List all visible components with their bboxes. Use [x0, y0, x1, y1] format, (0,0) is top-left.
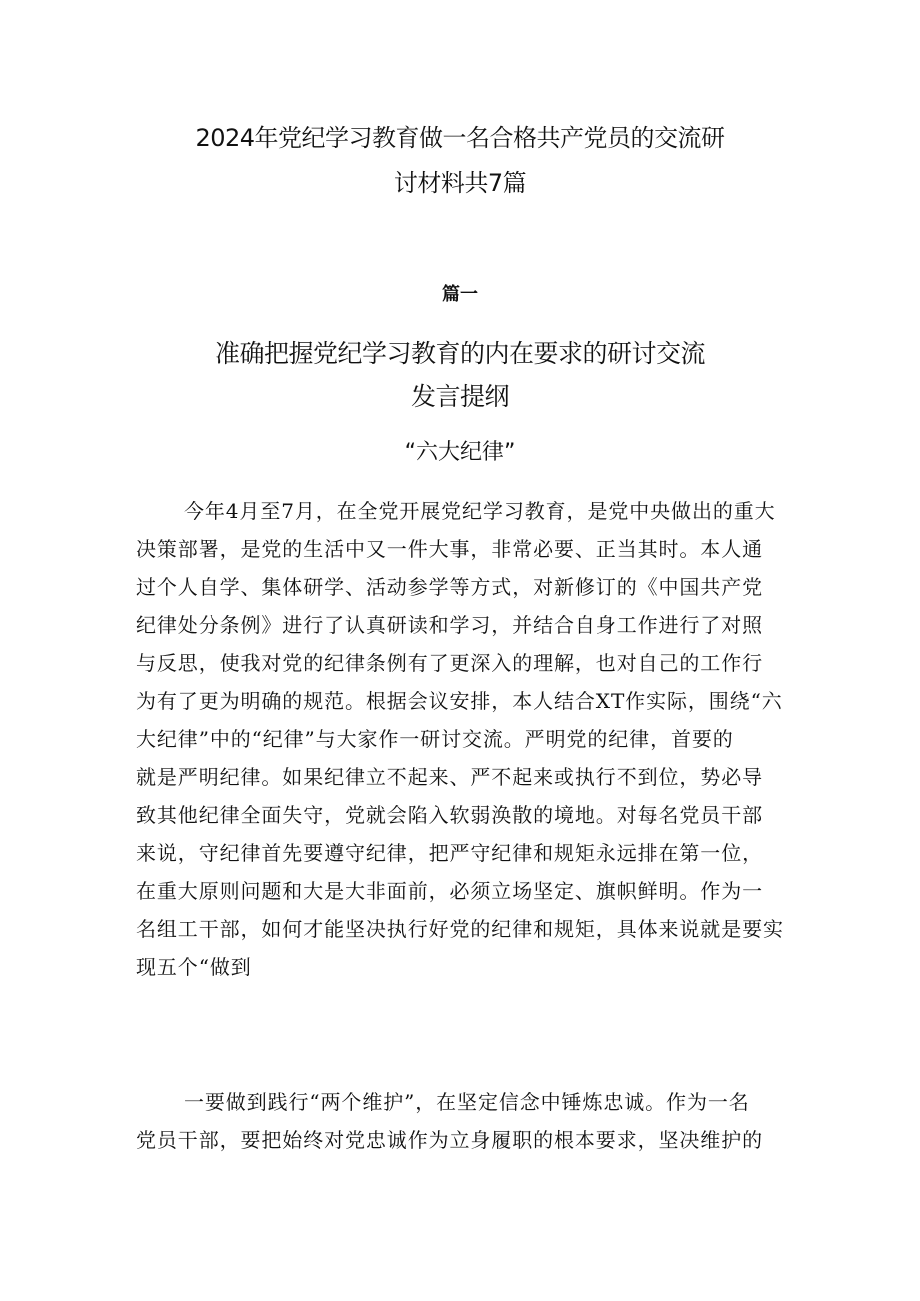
section-heading-line-2: 发言提纲 — [410, 382, 509, 411]
paragraph-line: 为有了更为明确的规范。根据会议安排，本人结合XT作实际，围绕“六 — [136, 689, 783, 713]
paragraph-line: 在重大原则问题和大是大非面前，必须立场坚定、旗帜鲜明。作为一 — [136, 879, 763, 903]
document-title-line-2: 讨材料共7篇 — [393, 169, 527, 197]
paragraph-line: 大纪律”中的“纪律”与大家作一研讨交流。严明党的纪律，首要的 — [136, 727, 734, 751]
section-heading-line-1: 准确把握党纪学习教育的内在要求的研讨交流 — [214, 339, 705, 368]
paragraph-line: 与反思，使我对党的纪律条例有了更深入的理解，也对自己的工作行 — [136, 651, 763, 675]
paragraph-line: 纪律处分条例》进行了认真研读和学习，并结合自身工作进行了对照 — [136, 613, 763, 637]
body-paragraph-2 — [136, 1083, 786, 1159]
section-heading — [150, 332, 770, 418]
paragraph-line: 一要做到践行“两个维护”，在坚定信念中锤炼忠诚。作为一名 — [184, 1090, 750, 1114]
section-label: 篇一 — [442, 284, 478, 305]
paragraph-line: 致其他纪律全面失守，党就会陷入软弱涣散的境地。对每名党员干部 — [136, 803, 763, 827]
body-paragraph-1 — [136, 492, 786, 986]
quote-heading: “六大纪律” — [404, 440, 516, 465]
paragraph-line: 过个人自学、集体研学、活动参学等方式，对新修订的《中国共产党 — [136, 575, 763, 599]
paragraph-line: 党员干部，要把始终对党忠诚作为立身履职的根本要求，坚决维护的 — [136, 1128, 763, 1152]
document-title-line-1: 2024年党纪学习教育做一名合格共产党员的交流研 — [195, 124, 725, 152]
paragraph-line: 决策部署，是党的生活中又一件大事，非常必要、正当其时。本人通 — [136, 537, 763, 561]
paragraph-line: 来说，守纪律首先要遵守纪律，把严守纪律和规矩永远排在第一位， — [136, 841, 763, 865]
document-title — [150, 116, 770, 206]
paragraph-line: 现五个“做到 — [136, 955, 252, 979]
paragraph-line: 就是严明纪律。如果纪律立不起来、严不起来或执行不到位，势必导 — [136, 765, 763, 789]
paragraph-line: 今年4月至7月，在全党开展党纪学习教育，是党中央做出的重大 — [184, 499, 776, 523]
paragraph-line: 名组工干部，如何才能坚决执行好党的纪律和规矩，具体来说就是要实 — [136, 917, 784, 941]
